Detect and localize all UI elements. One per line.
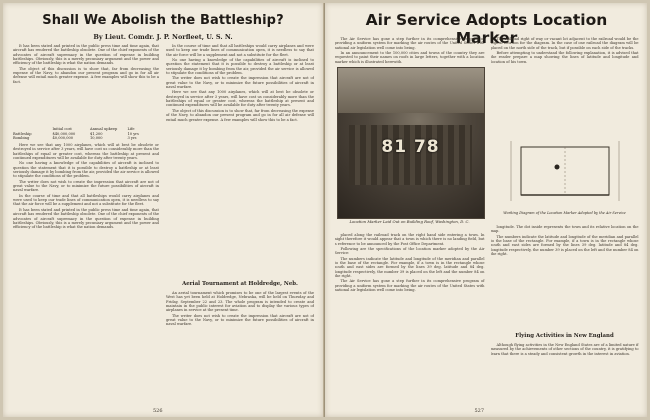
right-paragraph-2: In an announcement to the 100,000 cities and towns of the country they are requested to paint their names on roofs in large letters, together with a location marker which is illustrated herewith. [334, 51, 485, 64]
right-article-title: Air Service Adopts Location Marker [365, 11, 608, 47]
working-diagram [501, 137, 629, 209]
right-paragraph-5: The numbers indicate the latitude and longitude of the meridian and parallel to the base of the rectangle. For example, if a town is in the rectangle whose south and east sides are formed by the lines 39 deg. latitude and 84 deg. longitude respectively, the number 39 is placed on the left and the number 84 on the right. [334, 256, 485, 279]
cost-table-cell: Annual upkeep [89, 127, 118, 131]
right-subhead: Flying Activities in New England [515, 333, 614, 339]
cost-table-cell: Battleship [13, 131, 32, 136]
right-page [325, 3, 648, 417]
left-page-number: 526 [153, 408, 163, 414]
cost-table-cell: $1,200 [89, 131, 103, 136]
cost-table-cell: $40,000,000 [52, 131, 76, 136]
left-col2-paragraph-5: The object of this discussion is to show that, far from decreasing the expense of the Navy, to abandon our present program and go in for all air defense will entail much greater expense. A few examples will show this to be a fact. [166, 108, 314, 122]
left-col2-paragraph-3: The writer does not wish to create the impression that aircraft are not of great value to the Navy, or to minimize the future possibilities of aircraft in naval warfare. [166, 76, 314, 90]
left-paragraph-3-extra: It has been stated and printed in the public press time and time again, that aircraft has rendered the battleship obsolete. One of the chief exponents of the advocates of aircraft supremacy in the question of expense in building battleships. Obviously, this is a merely pecuniary argument and the power and efficiency of the battleship is what the nation demands. [13, 207, 159, 230]
right-paragraph-1: The Air Service has gone a step further in its comprehensive program of providing a uniform system for marking the air routes of the United States with national air legislation well come into being. [334, 37, 485, 50]
left-page [3, 3, 324, 417]
right-subhead-text [491, 343, 639, 405]
right-col2-paragraph-1: The railroad right of way or vacant lot adjacent to the railroad would be the logical location for the diagram. In the case of one railroad the diagram will be placed on the north side of the track, but if possible on each side of the tracks. [490, 37, 639, 50]
left-paragraph-3: Here we see that any 1000 airplanes, which will at best be obsolete or destroyed in service after 3 years, will have cost us considerably more than the battleships of equal or greater cost, whereas the battleship at present and continued expenditures will be available for duty after twenty years. [13, 143, 159, 161]
photo-caption: Location Marker Laid Out on Building Roof, Washington, D. C. [349, 219, 470, 224]
right-col2-paragraph-3: longitude. The dot inside represents the town and its relative location on the map. [490, 225, 639, 234]
diagram-caption: Working Diagram of the Location Marker Adopted by the Air Service [503, 211, 626, 215]
location-marker-photo [337, 67, 485, 219]
right-column-2-middle [491, 225, 639, 329]
diagram-town-dot [554, 165, 559, 170]
left-subhead-paragraph: An aerial tournament which promises to be one of the largest events of the West has yet been held at Holdredge, Nebraska, will be held on Thursday and Friday, September 22 and 23. The whole program is intended to create and maintain in the public interest for aviation and to display the various types of airplanes in service at the present time. [166, 291, 314, 313]
cost-table-row [13, 136, 159, 141]
right-subhead-paragraph: Although flying activities in the New England States are of a limited nature if measured by the achievements of other sections of the country, it is gratifying to learn that there is a steady and consistent growth in the interest in aviation. [490, 343, 639, 356]
magazine-spread [3, 3, 647, 417]
left-subhead-text [166, 291, 314, 403]
left-paragraph-3-more: In the course of time and that all battleships would carry airplanes and were used to keep our trade lines of communication open, it is needless to say that the air force will be a supplement and not a substitute for the fleet. [13, 193, 159, 207]
right-paragraph-6: The Air Service has gone a step further in its comprehensive program of providing a uniform system for marking the air routes of the United States with national air legislation well come into being. [334, 279, 485, 293]
right-col2-paragraph-2: Before attempting to understand the following explanation, it is advised that the reader prepare a map showing the lines of latitude and longitude and location of his town. [490, 51, 639, 64]
left-article-byline: By Lieut. Comdr. J. P. Norfleet, U. S. N. [93, 33, 233, 41]
left-column-2 [166, 44, 314, 276]
right-column-2-top [491, 37, 639, 133]
left-column-1-top [13, 44, 159, 126]
left-paragraph-3-repeat: No one having a knowledge of the capabilities of aircraft is inclined to question the statement that it is possible to destroy a battleship or at least seriously damage it by bombing from the air, provided the air service is allowed to stipulate the conditions of the problem. [13, 161, 159, 179]
right-paragraph-3: placed along the railroad track on the right hand side entering a town. In night therefore it would appear that a town is which there is no landing field, but a reference to be announced by the Post Office Department. [334, 233, 485, 246]
right-paragraph-4: Following are the specifications of the location marker adopted by the Air Service: [334, 247, 485, 256]
cost-table [13, 127, 159, 141]
right-page-number: 527 [474, 408, 485, 414]
left-subhead-paragraph-2: The writer does not wish to create the impression that aircraft are not of great value to the Navy, or to minimize the future possibilities of aircraft in naval warfare. [166, 313, 314, 327]
cost-table-cell: 10,000 [89, 136, 103, 141]
cost-table-cell: 10 yrs [127, 131, 139, 136]
cost-table-cell: Life [127, 127, 135, 131]
cost-table-cell: 40,000,000 [52, 136, 74, 141]
left-paragraph-2: The object of this discussion is to show that, far from decreasing the expense of the Navy, to abandon our present program and go in for all air defense will entail much greater expense. A few examples will show this to be a fact. [13, 66, 159, 84]
right-col2-paragraph-4: The numbers indicate the latitude and longitude of the meridian and parallel to the base of the rectangle. For example, if a town is in the rectangle whose south and east sides are formed by the lines 39 deg. latitude and 84 deg. longitude respectively, the number 39 is placed on the left and the number 84 on the right. [490, 234, 639, 257]
left-column-1-bottom [13, 143, 159, 399]
left-intro-paragraph: It has been stated and printed in the public press time and time again, that aircraft has rendered the battleship obsolete. One of the chief exponents of the advocates of aircraft supremacy in the question of expense in building battleships. Obviously, this is a merely pecuniary argument and the power and efficiency of the battleship is what the nation demands. [13, 44, 159, 66]
left-paragraph-3-cont: The writer does not wish to create the impression that aircraft are not of great value to the Navy, or to minimize the future possibilities of aircraft in naval warfare. [13, 179, 159, 193]
left-col2-paragraph-1: In the course of time and that all battleships would carry airplanes and were used to keep our trade lines of communication open, it is needless to say that the air force will be a supplement and not a substitute for the fleet. [166, 44, 314, 57]
left-col2-paragraph-2: No one having a knowledge of the capabilities of aircraft is inclined to question the statement that it is possible to destroy a battleship or at least seriously damage it by bombing from the air, provided the air service is allowed to stipulate the conditions of the problem. [166, 58, 314, 76]
right-column-1-bottom [335, 233, 485, 403]
cost-table-cell: 3 yrs [127, 136, 137, 141]
cost-table-cell: Initial cost [52, 127, 72, 131]
left-subhead: Aerial Tournament at Holdredge, Neb. [182, 281, 298, 287]
photo-marker-numerals: 81 78 [381, 137, 440, 157]
cost-table-cell: Bombing [13, 136, 30, 141]
left-article-title: Shall We Abolish the Battleship? [42, 13, 284, 28]
photo-sky [338, 68, 484, 113]
left-col2-paragraph-4: Here we see that any 1000 airplanes, which will at best be obsolete or destroyed in service after 3 years, will have cost us considerably more than the battleships of equal or greater cost, whereas the battleship at present and continued expenditures will be available for duty after twenty years. [166, 90, 314, 108]
